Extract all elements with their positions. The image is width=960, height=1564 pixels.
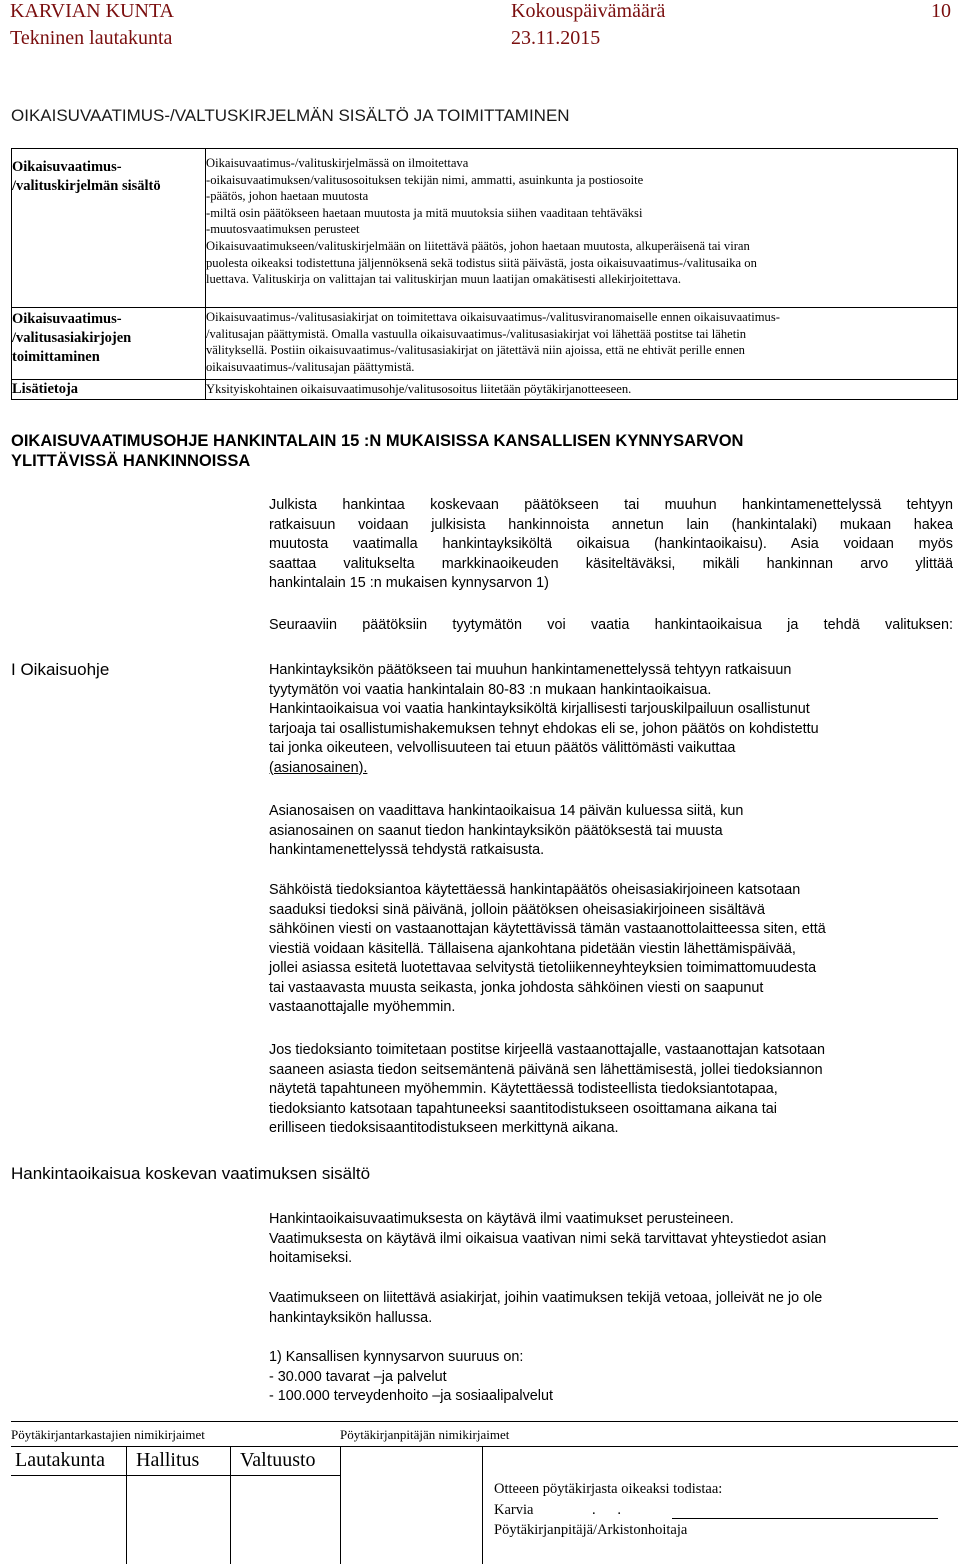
body-valtuusto: Valtuusto bbox=[240, 1449, 316, 1471]
table-row bbox=[12, 380, 958, 400]
footer-divider bbox=[230, 1446, 231, 1564]
paragraph: Hankintaoikaisuvaatimuksesta on käytävä ilmi vaatimukset perusteineen. Vaatimuksesta on käytävä ilmi oikaisua vaativan nimi sekä tarvittavat yhteystiedot asian hoitamiseksi. bbox=[269, 1211, 827, 1266]
appeal-title: OIKAISUVAATIMUSOHJE HANKINTALAIN 15 :N MUKAISISSA KANSALLISEN KYNNYSARVON YLITTÄVISSÄ HANKINNOISSA bbox=[11, 432, 744, 470]
threshold-note: 1) Kansallisen kynnysarvon suuruus on: - 30.000 tavarat –ja palvelut - 100.000 terveydenhoito –ja sosiaalipalvelut bbox=[269, 1349, 554, 1404]
paragraph: Sähköistä tiedoksiantoa käytettäessä hankintapäätös oheisasiakirjoineen katsotaan saaduksi tiedoksi sinä päivänä, jolloin päätöksen oheisasiakirjoineen sisältävä sähköinen viesti on vastaanottajan käytettävissä tämän vastaanottolaitteessa siten, että viestiä voidaan käsitellä. Tällaisena ajankohtana pidetään viestin lähettämispäivää, jollei asiassa esitetä luotettavaa selvitystä tietoliikenneyhteyksien toimimattomuudesta tai vastaavasta muusta seikasta, jonka johdosta sähköinen viesti on saapunut vastaanottajalle myöhemmin. bbox=[269, 882, 826, 1015]
row-label: Lisätietoja bbox=[12, 380, 206, 400]
footer-divider bbox=[126, 1446, 127, 1564]
keeper-label: Pöytäkirjanpitäjän nimikirjaimet bbox=[340, 1427, 510, 1442]
body-hallitus: Hallitus bbox=[136, 1449, 200, 1471]
footer-rule bbox=[11, 1421, 958, 1422]
certify-place: Karvia bbox=[494, 1502, 534, 1518]
certify-role: Pöytäkirjanpitäjä/Arkistonhoitaja bbox=[494, 1522, 688, 1538]
checkers-label: Pöytäkirjantarkastajien nimikirjaimet bbox=[11, 1427, 205, 1442]
table-row bbox=[12, 308, 958, 380]
org-name: KARVIAN KUNTA bbox=[10, 0, 175, 22]
body-lautakunta: Lautakunta bbox=[15, 1449, 105, 1471]
subheading: Hankintaoikaisua koskevan vaatimuksen sisältö bbox=[11, 1164, 371, 1183]
certify-dots: . . bbox=[592, 1502, 621, 1518]
row-content: Oikaisuvaatimus-/valitusasiakirjat on toimitettava oikaisuvaatimus-/valitusviranomaiselle ennen oikaisuvaatimus- /valitusajan päättymistä. Omalla vastuulla oikaisuvaatimus-/valitusasiakirjat voi lähettää postitse tai lähetin välityksellä. Postiin oikaisuvaatimus-/valitusasiakirjat on jätettävä niin ajoissa, että ne ehtivät perille ennen oikaisuvaatimus-/valitusajan päättymistä. bbox=[206, 308, 958, 380]
footer-divider bbox=[340, 1446, 341, 1564]
paragraph: Hankintayksikön päätökseen tai muuhun hankintamenettelyssä tehtyyn ratkaisuun tyytymätön voi vaatia hankintalain 80-83 :n mukaan hankintaoikaisua. Hankintaoikaisua voi vaatia hankintayksiköltä kirjallisesti tarjouskilpailuun osallistunut tarjoaja tai osallistumishakemuksen tehnyt ehdokas eli se, johon päätös on kohdistettu tai jonka oikeuteen, velvollisuuteen tai etuun päätös välittömästi vaikuttaa (asianosainen). bbox=[269, 662, 819, 776]
paragraph: Jos tiedoksianto toimitetaan postitse kirjeellä vastaanottajalle, vastaanottajan katsotaan saaneen asiasta tiedon seitsemäntenä päivänä sen lähettämisestä, jollei tiedoksiannon näytetä tapahtuneen myöhemmin. Käytettäessä todisteellista tiedoksiantotapaa, tiedoksianto katsotaan tapahtuneeksi saantitodistukseen osoittamana aikana tai erilliseen tiedoksisaantitodistukseen merkittynä aikana. bbox=[269, 1042, 825, 1136]
row-content: Oikaisuvaatimus-/valituskirjelmässä on ilmoitettava -oikaisuvaatimuksen/valitusosoituksen tekijän nimi, ammatti, asuinkunta ja postiosoite -päätös, johon haetaan muutosta -miltä osin päätökseen haetaan muutosta ja mitä muutoksia siihen vaaditaan tehtäväksi -muutosvaatimuksen perusteet Oikaisuvaatimukseen/valituskirjelmään on liitettävä päätös, johon haetaan muutosta, alkuperäisenä tai viran puolesta oikeaksi todistettuna jäljennöksenä sekä todistus siitä päivästä, josta oikaisuvaatimus-/valitusaika on luettava. Valituskirja on valittajan tai valituskirjan muun laatijan omakätisesti allekirjoitettava. bbox=[206, 149, 958, 308]
paragraph: Asianosaisen on vaadittava hankintaoikaisua 14 päivän kuluessa siitä, kun asianosainen on saanut tiedon hankintayksikön päätöksestä tai muusta hankintamenettelyssä tehdystä ratkaisusta. bbox=[269, 803, 744, 858]
paragraph: Vaatimukseen on liitettävä asiakirjat, joihin vaatimuksen tekijä vetoaa, jolleivät ne jo ole hankintayksikön hallussa. bbox=[269, 1290, 823, 1326]
date-label: Kokouspäivämäärä bbox=[511, 0, 666, 22]
body-name: Tekninen lautakunta bbox=[10, 27, 173, 49]
page-number: 10 bbox=[931, 0, 951, 22]
intro-paragraph: Julkista hankintaa koskevaan päätökseen tai muuhun hankintamenettelyssä tehtyyn ratkaisuun voidaan julkisista hankinnoista annetun lain (hankintalaki) mukaan hakea muutosta vaatimalla hankintayksiköltä oikaisua (hankintaoikaisu). Asia voidaan myös saattaa valitukselta markkinaoikeuden käsiteltäväksi, mikäli hankinnan arvo ylittää hankintalain 15 :n mukaisen kynnysarvon 1) bbox=[269, 497, 953, 591]
row-content: Yksityiskohtainen oikaisuvaatimusohje/valitusosoitus liitetään pöytäkirjanotteeseen. bbox=[206, 380, 958, 400]
certify-title: Otteeen pöytäkirjasta oikeaksi todistaa: bbox=[494, 1481, 723, 1497]
certification-box bbox=[482, 1446, 959, 1564]
row-label: Oikaisuvaatimus- /valitusasiakirjojen toimittaminen bbox=[12, 308, 206, 380]
row-label: Oikaisuvaatimus- /valituskirjelmän sisältö bbox=[12, 149, 206, 308]
lead-sentence: Seuraaviin päätöksiin tyytymätön voi vaatia hankintaoikaisua ja tehdä valituksen: bbox=[269, 617, 953, 633]
side-heading: I Oikaisuohje bbox=[11, 660, 110, 679]
table-row bbox=[12, 149, 958, 308]
footer-rule bbox=[11, 1475, 340, 1476]
info-table bbox=[11, 148, 958, 400]
signature-line bbox=[672, 1518, 938, 1519]
section-title: OIKAISUVAATIMUS-/VALTUSKIRJELMÄN SISÄLTÖ JA TOIMITTAMINEN bbox=[11, 106, 570, 125]
meeting-date: 23.11.2015 bbox=[511, 27, 601, 49]
